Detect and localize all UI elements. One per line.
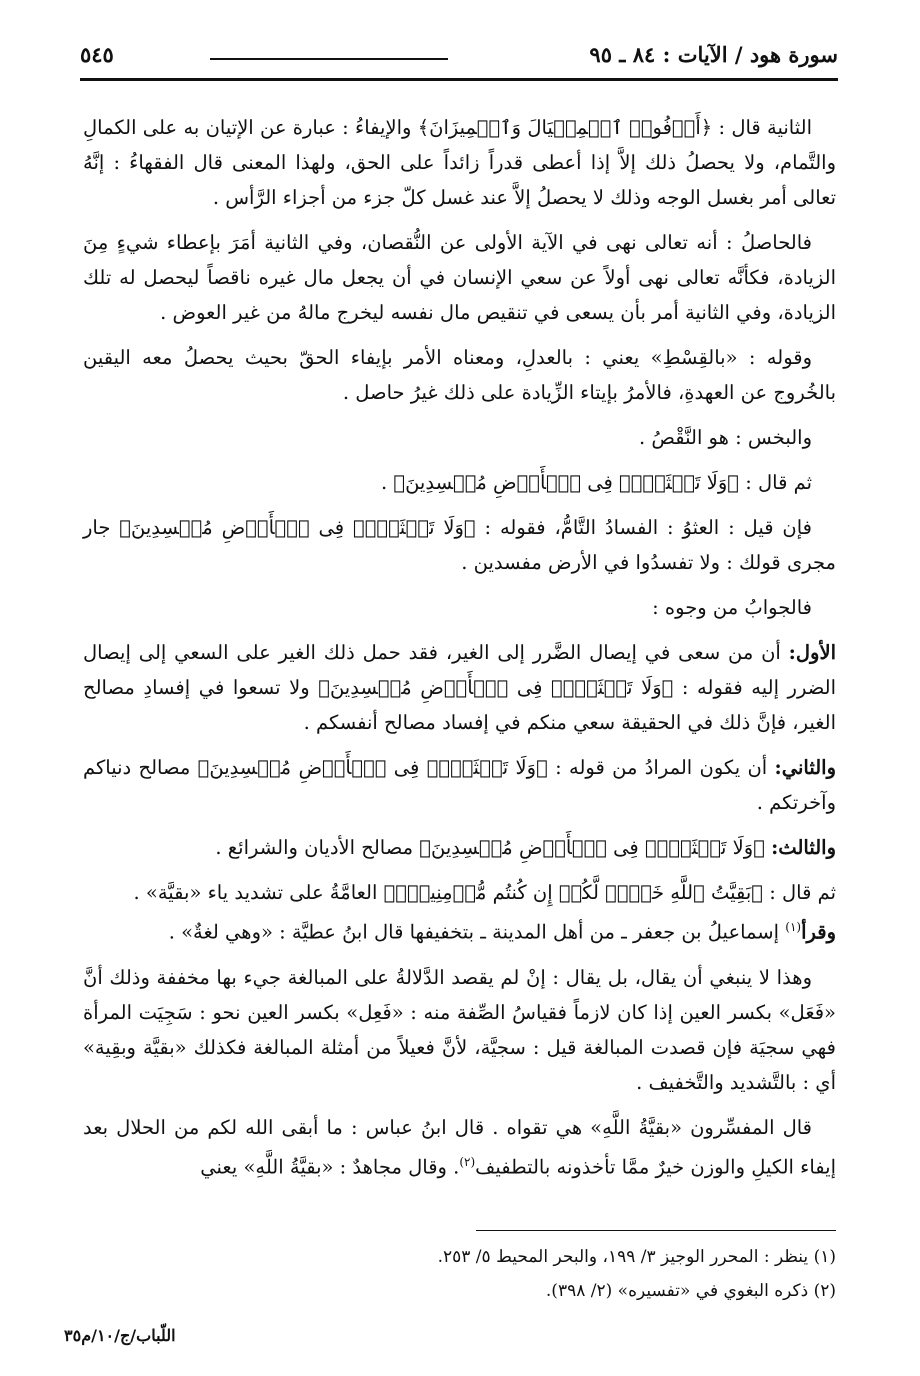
point-third xyxy=(83,830,836,865)
footnote-separator xyxy=(476,1230,836,1231)
point-text: أن من سعى في إيصال الضَّرر إلى الغير، فقد حمل ذلك الغير على السعي إلى إيصال الضرر إليه فقوله : ﴿وَلَا تَعۡثَوۡا۟ فِی ٱلۡأَرۡضِ مُفۡسِدِینَ﴾ ولا تسعوا في إفسادِ مصالح الغير، فإنَّ ذلك في الحقيقة سعي منكم في إفساد مصالح أنفسكم . xyxy=(83,641,836,734)
footnote-ref[interactable]: (١) xyxy=(785,920,802,934)
running-title: سورة هود / الآيات : ٨٤ ـ ٩٥ xyxy=(589,42,838,67)
header-dash-line xyxy=(210,58,448,60)
header-rule xyxy=(80,78,838,81)
qara-label: وقرأ xyxy=(801,920,836,944)
signature-mark: اللّباب/ج/١٠/م٣٥ xyxy=(64,1326,176,1345)
baqiyya-lead: ثم قال : ﴿بَقِیَّتُ ٱللَّهِ خَیۡرࣱ لَّكُمۡ إِن كُنتُم مُّؤۡمِنِینَۚ﴾ العامَّةُ على تشديد ياء «بقيَّة» . xyxy=(133,881,836,904)
point-text: ﴿وَلَا تَعۡثَوۡا۟ فِی ٱلۡأَرۡضِ مُفۡسِدِینَ﴾ مصالح الأديان والشرائع . xyxy=(215,836,772,859)
paragraph: والبخس : هو النَّقْصُ . xyxy=(638,426,812,449)
last-paragraph xyxy=(83,1110,836,1185)
last-text-post: . وقال مجاهدٌ : «بقيَّةُ اللَّهِ» يعني xyxy=(200,1155,460,1178)
point-label: الأول: xyxy=(788,641,836,664)
page-header xyxy=(80,42,838,82)
footnote: (١) ينظر : المحرر الوجيز ٣/ ١٩٩، والبحر المحيط ٥/ ٢٥٣. xyxy=(437,1247,836,1267)
paragraph: فالحاصلُ : أنه تعالى نهى في الآية الأولى عن النُّقصان، وفي الثانية أمَرَ بإعطاء شيءٍ مِنَ الزيادة، فكأنَّه تعالى نهى أولاً عن سعي الإنسان في أن يجعل مال غيره ناقصاً ليحصل له تلك الزيادة، وفي الثانية أمر بأن يسعى في تنقيص مال نفسه ليخرج مالهُ من غير العوض . xyxy=(83,231,836,324)
paragraph: فإن قيل : العثوُ : الفسادُ التَّامُّ، فقوله : ﴿وَلَا تَعۡثَوۡا۟ فِی ٱلۡأَرۡضِ مُفۡسِدِینَ﴾ جار مجرى قولك : ولا تفسدُوا في الأرض مفسدين . xyxy=(83,516,836,574)
paragraph: الثانية قال : ﴿أَوۡفُوا۟ ٱلۡمِكۡيَالَ وَٱلۡمِيزَانَ﴾ والإيفاءُ : عبارة عن الإتيان به على الكمالِ والتَّمام، ولا يحصلُ ذلك إلاَّ إذا أعطى قدراً زائداً على الحق، ولهذا المعنى قال الفقهاءُ : إنَّهُ تعالى أمر بغسل الوجه وذلك لا يحصلُ إلاَّ عند غسل كلّ جزء من أجزاء الرَّأس . xyxy=(83,116,836,209)
page-number: ٥٤٥ xyxy=(80,42,114,67)
point-text: أن يكون المرادُ من قوله : ﴿وَلَا تَعۡثَوۡا۟ فِی ٱلۡأَرۡضِ مُفۡسِدِینَ﴾ مصالح دنياكم وآخرتكم . xyxy=(83,756,836,814)
footnotes xyxy=(84,1240,836,1308)
point-label: والثالث: xyxy=(771,836,836,859)
paragraph: فالجوابُ من وجوه : xyxy=(652,596,812,619)
paragraph: ثم قال : ﴿وَلَا تَعۡثَوۡا۟ فِی ٱلۡأَرۡضِ مُفۡسِدِینَ﴾ . xyxy=(380,471,812,494)
qara-text: إسماعيلُ بن جعفر ـ من أهل المدينة ـ بتخفيفها قال ابنُ عطيَّة : «وهي لغةٌ» . xyxy=(168,920,786,944)
point-second xyxy=(83,750,836,820)
main-text xyxy=(83,110,836,1194)
paragraph: وهذا لا ينبغي أن يقال، بل يقال : إنْ لم يقصد الدَّلالةُ على المبالغة جيء بها مخففة وذلك أنَّ «فَعَل» بكسر العين إذا كان لازماً فقياسُ الصِّفة منه : «فَعِل» بكسر العين نحو : سَجِيَت المرأة فهي سجيَة فإن قصدت المبالغة قيل : سجيَّة، لأنَّ فعيلاً من أمثلة المبالغة فكذلك «بقيَّة وبقِية» أي : بالتَّشديد والتَّخفيف . xyxy=(83,965,836,1094)
baqiyya-paragraph xyxy=(83,875,836,950)
last-text-pre: قال المفسِّرون «بقيَّةُ اللَّهِ» هي تقواه . قال ابنُ عباس : ما أبقى الله لكم من الحلال بعد إيفاء الكيلِ والوزن خيرٌ ممَّا تأخذونه بالتطفيف xyxy=(83,1115,836,1178)
paragraph: وقوله : «بالقِسْطِ» يعني : بالعدلِ، ومعناه الأمر بإيفاء الحقّ بحيث يحصلُ معه اليقين بالخُروج عن العهدةِ، فالأمرُ بإيتاء الزِّيادة على ذلك غيرُ حاصل . xyxy=(83,346,836,404)
point-first xyxy=(83,635,836,740)
point-label: والثاني: xyxy=(774,756,836,779)
footnote: (٢) ذكره البغوي في «تفسيره» (٢/ ٣٩٨). xyxy=(545,1281,836,1301)
footnote-ref[interactable]: (٢) xyxy=(459,1154,476,1169)
